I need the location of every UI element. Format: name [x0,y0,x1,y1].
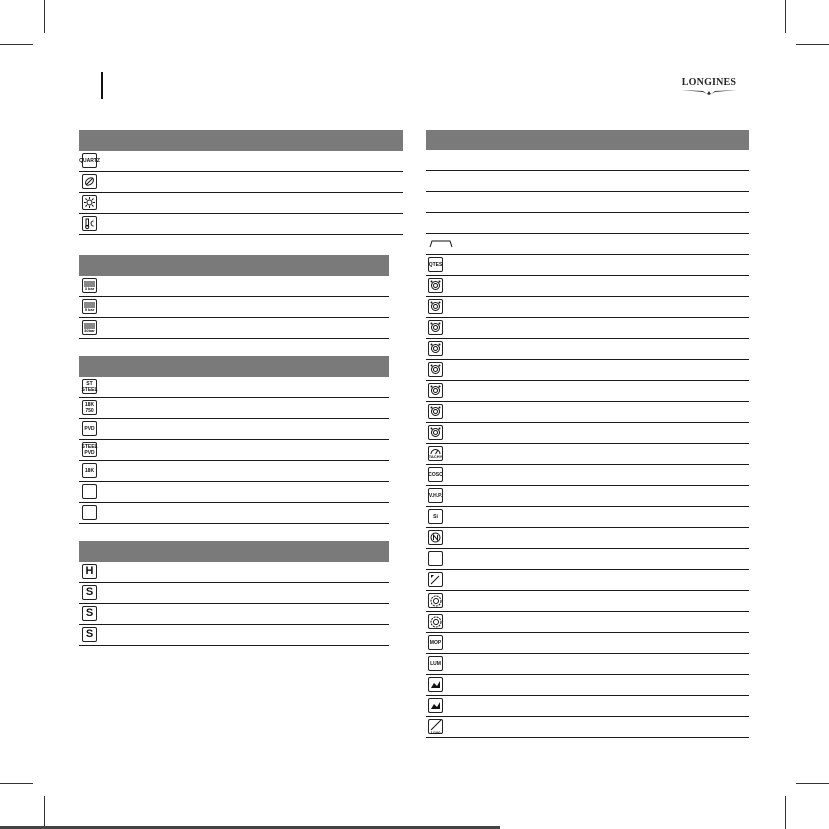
dial-icon [428,320,443,335]
table-row [426,213,749,234]
text-icon [428,551,443,566]
table-row [79,461,389,482]
table-row [426,570,749,591]
icon-label: QTES [428,261,443,268]
table-row [79,398,389,419]
crop-mark [785,796,786,829]
section-header-bar [79,130,403,151]
steel-pvd-icon [82,442,97,457]
icon-label: S [85,586,94,598]
text-icon [428,488,443,503]
icon-label: V.H.P. [428,492,443,499]
table-row [426,276,749,297]
table-row [426,717,749,738]
s-icon [82,585,97,600]
fraction-icon [428,719,443,734]
dial-icon [428,404,443,419]
icon-label: ST STEEL [81,380,98,393]
table-row [79,419,389,440]
bimetal-icon [82,484,97,499]
table-row [426,234,749,255]
thermo-icon [82,216,97,231]
feature-section [79,130,403,235]
table-row [79,151,403,172]
lum-icon [428,656,443,671]
winged-hourglass-icon [681,89,737,95]
section-header-bar [79,255,389,276]
table-row [426,486,749,507]
table-row [426,549,749,570]
brand-logo-text: LONGINES [681,77,737,88]
s-icon [82,606,97,621]
image-icon [428,677,443,692]
icon-label: MOP [429,639,442,646]
table-row [426,318,749,339]
gold-icon [82,400,97,415]
table-row [426,150,749,171]
table-row [79,276,389,297]
table-row [426,360,749,381]
table-row [426,465,749,486]
ring-icon [428,593,443,608]
s-bar-icon [82,627,97,642]
water-resist-icon [82,278,97,293]
crop-mark [0,783,33,784]
icon-label: COSC [428,471,443,478]
table-row [79,604,389,625]
table-row [79,625,389,646]
icon-label: LUM [430,660,441,667]
sun-icon [82,195,97,210]
table-row [426,444,749,465]
icon-label: 1/100 [430,729,441,735]
icon-label: S [85,607,94,619]
page-marker-bar [101,72,103,99]
pvd-icon [82,421,97,436]
text-icon [428,467,443,482]
pen-icon [428,572,443,587]
table-row [426,381,749,402]
crop-mark [796,44,829,45]
bracket-icon [428,236,454,251]
dial-icon [428,341,443,356]
bimetal-icon [82,463,97,478]
table-row [79,562,389,583]
feature-section [79,541,389,646]
ring-icon [428,614,443,629]
dial-icon [428,383,443,398]
dial-icon [428,299,443,314]
table-row [79,318,389,339]
table-row [426,507,749,528]
icon-label: S [85,628,94,640]
dial-icon [428,425,443,440]
icon-label: 30bar [84,327,95,333]
crop-mark [796,783,829,784]
icon-label: PVD [84,425,95,432]
dial-icon [428,362,443,377]
dial-icon [428,278,443,293]
brand-logo [672,78,746,98]
table-row [426,528,749,549]
section-header-bar [79,541,389,562]
bimetal-icon [82,505,97,520]
table-row [79,193,403,214]
right-column [426,130,749,738]
table-row [426,612,749,633]
feature-section [79,255,389,339]
text-icon [428,635,443,650]
table-row [79,377,389,398]
crop-mark [44,0,45,33]
icon-label: QUARTZ [79,157,100,164]
h-icon [82,564,97,579]
crop-mark [785,0,786,33]
table-row [79,440,389,461]
table-row [79,297,389,318]
table-row [426,255,749,276]
section-header-bar [426,130,749,150]
table-row [426,297,749,318]
icon-label: 18K 750 [84,401,95,414]
table-row [79,503,389,524]
water-resist-icon [82,320,97,335]
crop-mark [44,796,45,829]
quartz-icon [79,153,100,168]
tachy-icon [428,446,443,461]
table-row [426,171,749,192]
icon-label: Si [433,513,438,520]
table-row [79,214,403,235]
table-row [426,696,749,717]
icon-label: TACHY [428,454,443,459]
section-header-bar [79,356,389,377]
crop-mark [0,44,33,45]
table-row [426,423,749,444]
feature-section [79,356,389,524]
table-row [79,583,389,604]
image-icon [428,698,443,713]
leaf-icon [82,174,97,189]
text-icon [428,509,443,524]
table-row [79,482,389,503]
table-row [79,172,403,193]
table-row [426,654,749,675]
icon-label: H [85,565,94,577]
steel-icon [82,379,97,394]
table-row [426,192,749,213]
water-resist-icon [82,299,97,314]
icon-label: 3 bar [84,285,95,291]
table-row [426,633,749,654]
text-icon [428,257,443,272]
table-row [426,402,749,423]
icon-label: 18K [84,467,95,474]
icon-label: STEEL PVD [81,443,98,456]
table-row [426,591,749,612]
icon-label: 5 bar [84,306,95,312]
table-row [426,675,749,696]
table-row [426,339,749,360]
n-icon [428,530,443,545]
